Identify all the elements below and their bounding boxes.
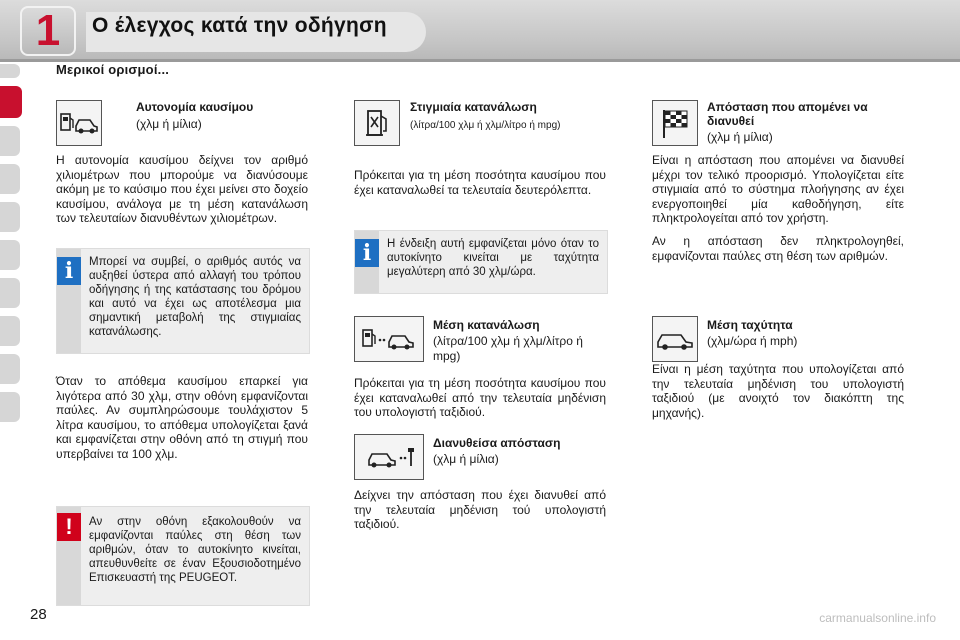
range-unit: (χλμ ή μίλια) [136, 117, 202, 131]
distance-destination-title: Απόσταση που απομένει να διανυθεί [707, 100, 868, 128]
page-title: Ο έλεγχος κατά την οδήγηση [92, 14, 387, 37]
checkered-flag-icon [652, 100, 698, 146]
distance-destination-description: Είναι η απόσταση που απομένει να διανυθεί μέχρι τον τελικό προορισμό. Υπολογίζεται είτε στιγμιαία από το σύστημα πλοήγησης αν έχει ενεργοποιηθεί μία καθοδήγηση, είτε πληκτρολογείται από τον χρήστη. [652, 153, 904, 226]
info-note-consumption [56, 248, 310, 354]
distance-travelled-unit: (χλμ ή μίλια) [433, 452, 499, 466]
instant-unit: (λίτρα/100 χλμ ή χλμ/λίτρο ή mpg) [410, 120, 561, 131]
chapter-tab-edge[interactable] [0, 278, 20, 308]
warning-icon: ! [57, 513, 81, 541]
info-note-speed [354, 230, 608, 294]
info-icon: i [355, 239, 379, 267]
distance-travelled-title: Διανυθείσα απόσταση [433, 436, 561, 450]
avg-speed-title: Μέση ταχύτητα [707, 318, 793, 332]
fuel-pump-car-icon [56, 100, 102, 146]
chapter-tab-edge[interactable] [0, 316, 20, 346]
info-note-text: Μπορεί να συμβεί, ο αριθμός αυτός να αυξηθεί ύστερα από αλλαγή του τρόπου οδήγησης ή της κατάστασης του δρόμου και αυτό να έχει ως αποτέλεσμα μια σημαντική μεταβολή της στιγμιαίας κατανάλωσης. [89, 256, 301, 338]
instant-description: Πρόκειται για τη μέση ποσότητα καυσίμου που έχει καταναλωθεί τα τελευταία δευτερόλεπτα. [354, 168, 606, 197]
range-title: Αυτονομία καυσίμου [136, 100, 254, 114]
avg-speed-description: Είναι η μέση ταχύτητα που υπολογίζεται από την τελευταία μηδένιση του υπολογιστή ταξιδιού (με ανοιχτό τον διακόπτη της μηχανής). [652, 362, 904, 420]
fuel-pump-icon [354, 100, 400, 146]
avg-consumption-unit: (λίτρα/100 χλμ ή χλμ/λίτρο ή mpg) [433, 334, 583, 363]
chapter-tab-edge[interactable] [0, 164, 20, 194]
low-fuel-description: Όταν το απόθεμα καυσίμου επαρκεί για λιγότερα από 30 χλμ, στην οθόνη εμφανίζονται παύλες. Αν συμπληρώσουμε τουλάχιστον 5 λίτρα καυσίμου, το απόθεμα υπολογίζεται ξανά και εμφανίζεται στην οθόνη από τη στιγμή που υπερβαίνει τα 100 χλμ. [56, 374, 308, 461]
chapter-tab-edge[interactable] [0, 240, 20, 270]
chapter-tab-edge-active[interactable] [0, 86, 22, 118]
range-description: Η αυτονομία καυσίμου δείχνει τον αριθμό χιλιομέτρων που μπορούμε να διανύσουμε ακόμη με το καύσιμο που έχει μείνει στο δοχείο καυσίμου, ανάλογα με τη μέση κατανάλωση των τελευταίων διανυθέντων χιλιομέτρων. [56, 153, 308, 226]
page-number: 28 [30, 606, 47, 623]
watermark: carmanualsonline.info [819, 611, 936, 625]
chapter-number-badge: 1 [20, 6, 76, 56]
fuel-pump-car-icon [354, 316, 424, 362]
distance-travelled-description: Δείχνει την απόσταση που έχει διανυθεί από την τελευταία μηδένιση τού υπολογιστή ταξιδιού. [354, 488, 606, 532]
section-title: Μερικοί ορισμοί... [56, 62, 170, 77]
distance-destination-note: Αν η απόσταση δεν πληκτρολογηθεί, εμφανίζονται παύλες στη θέση των αριθμών. [652, 234, 904, 263]
chapter-tab-edge[interactable] [0, 354, 20, 384]
chapter-tab-edge[interactable] [0, 202, 20, 232]
instant-title: Στιγμιαία κατανάλωση [410, 100, 537, 114]
car-marker-icon [354, 434, 424, 480]
chapter-tab-edge[interactable] [0, 392, 20, 422]
warning-note [56, 506, 310, 606]
distance-destination-unit: (χλμ ή μίλια) [707, 130, 773, 144]
avg-consumption-title: Μέση κατανάλωση [433, 318, 540, 332]
info-icon: i [57, 257, 81, 285]
chapter-tab-edge[interactable] [0, 64, 20, 78]
warning-note-text: Αν στην οθόνη εξακολουθούν να εμφανίζονται παύλες στη θέση των αριθμών, όταν το αυτοκίνητο κινείται, απευθυνθείτε σε έναν Εξουσιοδοτημένο Επισκευαστή της PEUGEOT. [89, 516, 301, 584]
info-note-text: Η ένδειξη αυτή εμφανίζεται μόνο όταν το αυτοκίνητο κινείται με ταχύτητα μεγαλύτερη από 30 χλμ/ώρα. [387, 238, 599, 278]
car-icon [652, 316, 698, 362]
chapter-tab-edge[interactable] [0, 126, 20, 156]
avg-consumption-description: Πρόκειται για τη μέση ποσότητα καυσίμου που έχει καταναλωθεί από την τελευταία μηδένιση του υπολογιστή ταξιδιού. [354, 376, 606, 420]
avg-speed-unit: (χλμ/ώρα ή mph) [707, 334, 798, 348]
